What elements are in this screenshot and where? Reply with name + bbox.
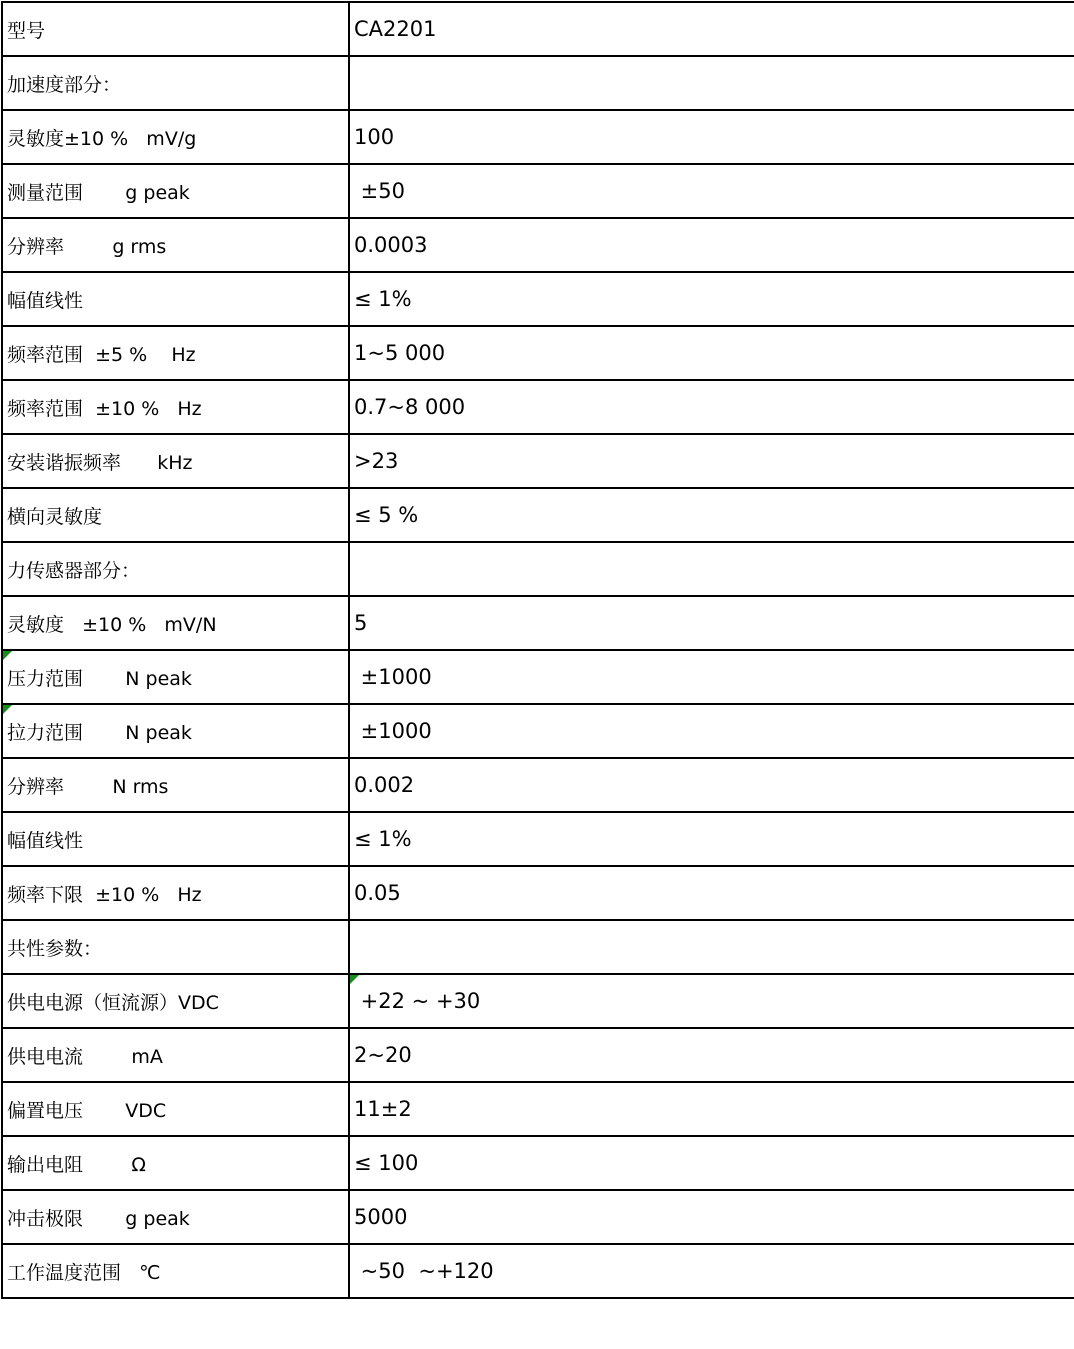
value-text: ±50 (354, 179, 405, 203)
table-row (2, 1028, 1074, 1082)
param-cell (2, 434, 349, 488)
param-cell (2, 110, 349, 164)
param-cell (2, 1082, 349, 1136)
value-text: 0.0003 (354, 233, 428, 257)
table-row (2, 164, 1074, 218)
table-row (2, 596, 1074, 650)
value-text: 0.05 (354, 881, 401, 905)
param-label: 压力范围 N peak (7, 667, 192, 690)
param-cell (2, 866, 349, 920)
param-label: 分辨率 g rms (7, 235, 167, 258)
param-label: 分辨率 N rms (7, 775, 169, 798)
value-cell (349, 650, 1074, 704)
value-cell (349, 704, 1074, 758)
param-label: 频率范围 ±5 % Hz (7, 343, 196, 366)
param-cell (2, 218, 349, 272)
table-row (2, 812, 1074, 866)
param-label: 横向灵敏度 (7, 505, 103, 528)
value-text: >23 (354, 449, 399, 473)
value-text: 1~5 000 (354, 341, 446, 365)
param-cell (2, 380, 349, 434)
table-row (2, 1136, 1074, 1190)
value-cell (349, 1136, 1074, 1190)
table-row (2, 2, 1074, 56)
table-row (2, 1190, 1074, 1244)
table-row (2, 974, 1074, 1028)
table-row (2, 542, 1074, 596)
spec-table-body (2, 2, 1074, 1298)
value-cell (349, 1244, 1074, 1298)
param-label: 输出电阻 Ω (7, 1153, 146, 1176)
param-cell (2, 164, 349, 218)
param-label: 供电电流 mA (7, 1045, 163, 1068)
table-row (2, 1244, 1074, 1298)
param-label: 加速度部分： (7, 73, 122, 96)
param-cell (2, 488, 349, 542)
value-cell (349, 56, 1074, 110)
param-cell (2, 704, 349, 758)
param-label: 拉力范围 N peak (7, 721, 192, 744)
param-cell (2, 1136, 349, 1190)
value-text: 2~20 (354, 1043, 412, 1067)
value-cell (349, 974, 1074, 1028)
table-row (2, 56, 1074, 110)
value-cell (349, 380, 1074, 434)
value-text: +22 ~ +30 (354, 989, 481, 1013)
table-row (2, 326, 1074, 380)
value-cell (349, 272, 1074, 326)
table-row (2, 866, 1074, 920)
comment-indicator-icon[interactable] (350, 975, 359, 984)
comment-indicator-icon[interactable] (3, 705, 12, 714)
table-row (2, 650, 1074, 704)
table-row (2, 272, 1074, 326)
value-text: 100 (354, 125, 395, 149)
table-row (2, 758, 1074, 812)
value-cell (349, 596, 1074, 650)
param-cell (2, 272, 349, 326)
table-row (2, 1082, 1074, 1136)
value-cell (349, 326, 1074, 380)
param-label: 幅值线性 (7, 289, 84, 312)
value-text: 0.002 (354, 773, 415, 797)
param-label: 型号 (7, 19, 46, 42)
param-cell (2, 650, 349, 704)
value-text: 11±2 (354, 1097, 412, 1121)
value-cell (349, 164, 1074, 218)
value-text: ±1000 (354, 665, 432, 689)
param-label: 安装谐振频率 kHz (7, 451, 193, 474)
table-row (2, 218, 1074, 272)
param-cell (2, 1244, 349, 1298)
param-cell (2, 758, 349, 812)
value-cell (349, 110, 1074, 164)
spec-table (1, 1, 1074, 1299)
param-cell (2, 2, 349, 56)
value-cell (349, 1190, 1074, 1244)
table-row (2, 488, 1074, 542)
value-cell (349, 920, 1074, 974)
value-cell (349, 1028, 1074, 1082)
value-text: ≤ 5 % (354, 503, 419, 527)
param-cell (2, 974, 349, 1028)
param-label: 幅值线性 (7, 829, 84, 852)
value-text: ±1000 (354, 719, 432, 743)
value-cell (349, 542, 1074, 596)
param-label: 共性参数： (7, 937, 103, 960)
value-cell (349, 758, 1074, 812)
table-row (2, 704, 1074, 758)
param-label: 测量范围 g peak (7, 181, 190, 204)
value-text: ≤ 100 (354, 1151, 419, 1175)
param-label: 供电电源（恒流源）VDC (7, 991, 219, 1014)
value-cell (349, 434, 1074, 488)
value-text: ≤ 1% (354, 827, 412, 851)
param-cell (2, 56, 349, 110)
value-text: 5 (354, 611, 368, 635)
value-text: ≤ 1% (354, 287, 412, 311)
value-text: 0.7~8 000 (354, 395, 466, 419)
value-text: 5000 (354, 1205, 408, 1229)
value-cell (349, 1082, 1074, 1136)
param-label: 频率下限 ±10 % Hz (7, 883, 202, 906)
value-cell (349, 2, 1074, 56)
param-cell (2, 542, 349, 596)
param-cell (2, 812, 349, 866)
param-label: 偏置电压 VDC (7, 1099, 167, 1122)
param-label: 冲击极限 g peak (7, 1207, 190, 1230)
param-label: 力传感器部分： (7, 559, 141, 582)
table-row (2, 920, 1074, 974)
table-row (2, 434, 1074, 488)
param-cell (2, 596, 349, 650)
param-label: 频率范围 ±10 % Hz (7, 397, 202, 420)
param-label: 灵敏度 ±10 % mV/N (7, 613, 217, 636)
value-cell (349, 812, 1074, 866)
value-cell (349, 488, 1074, 542)
value-text: CA2201 (354, 17, 437, 41)
value-cell (349, 218, 1074, 272)
param-cell (2, 1190, 349, 1244)
param-label: 灵敏度±10 % mV/g (7, 127, 197, 150)
value-cell (349, 866, 1074, 920)
param-label: 工作温度范围 ℃ (7, 1261, 161, 1284)
param-cell (2, 920, 349, 974)
comment-indicator-icon[interactable] (3, 651, 12, 660)
value-text: ~50 ~+120 (354, 1259, 494, 1283)
table-row (2, 380, 1074, 434)
param-cell (2, 1028, 349, 1082)
param-cell (2, 326, 349, 380)
table-row (2, 110, 1074, 164)
